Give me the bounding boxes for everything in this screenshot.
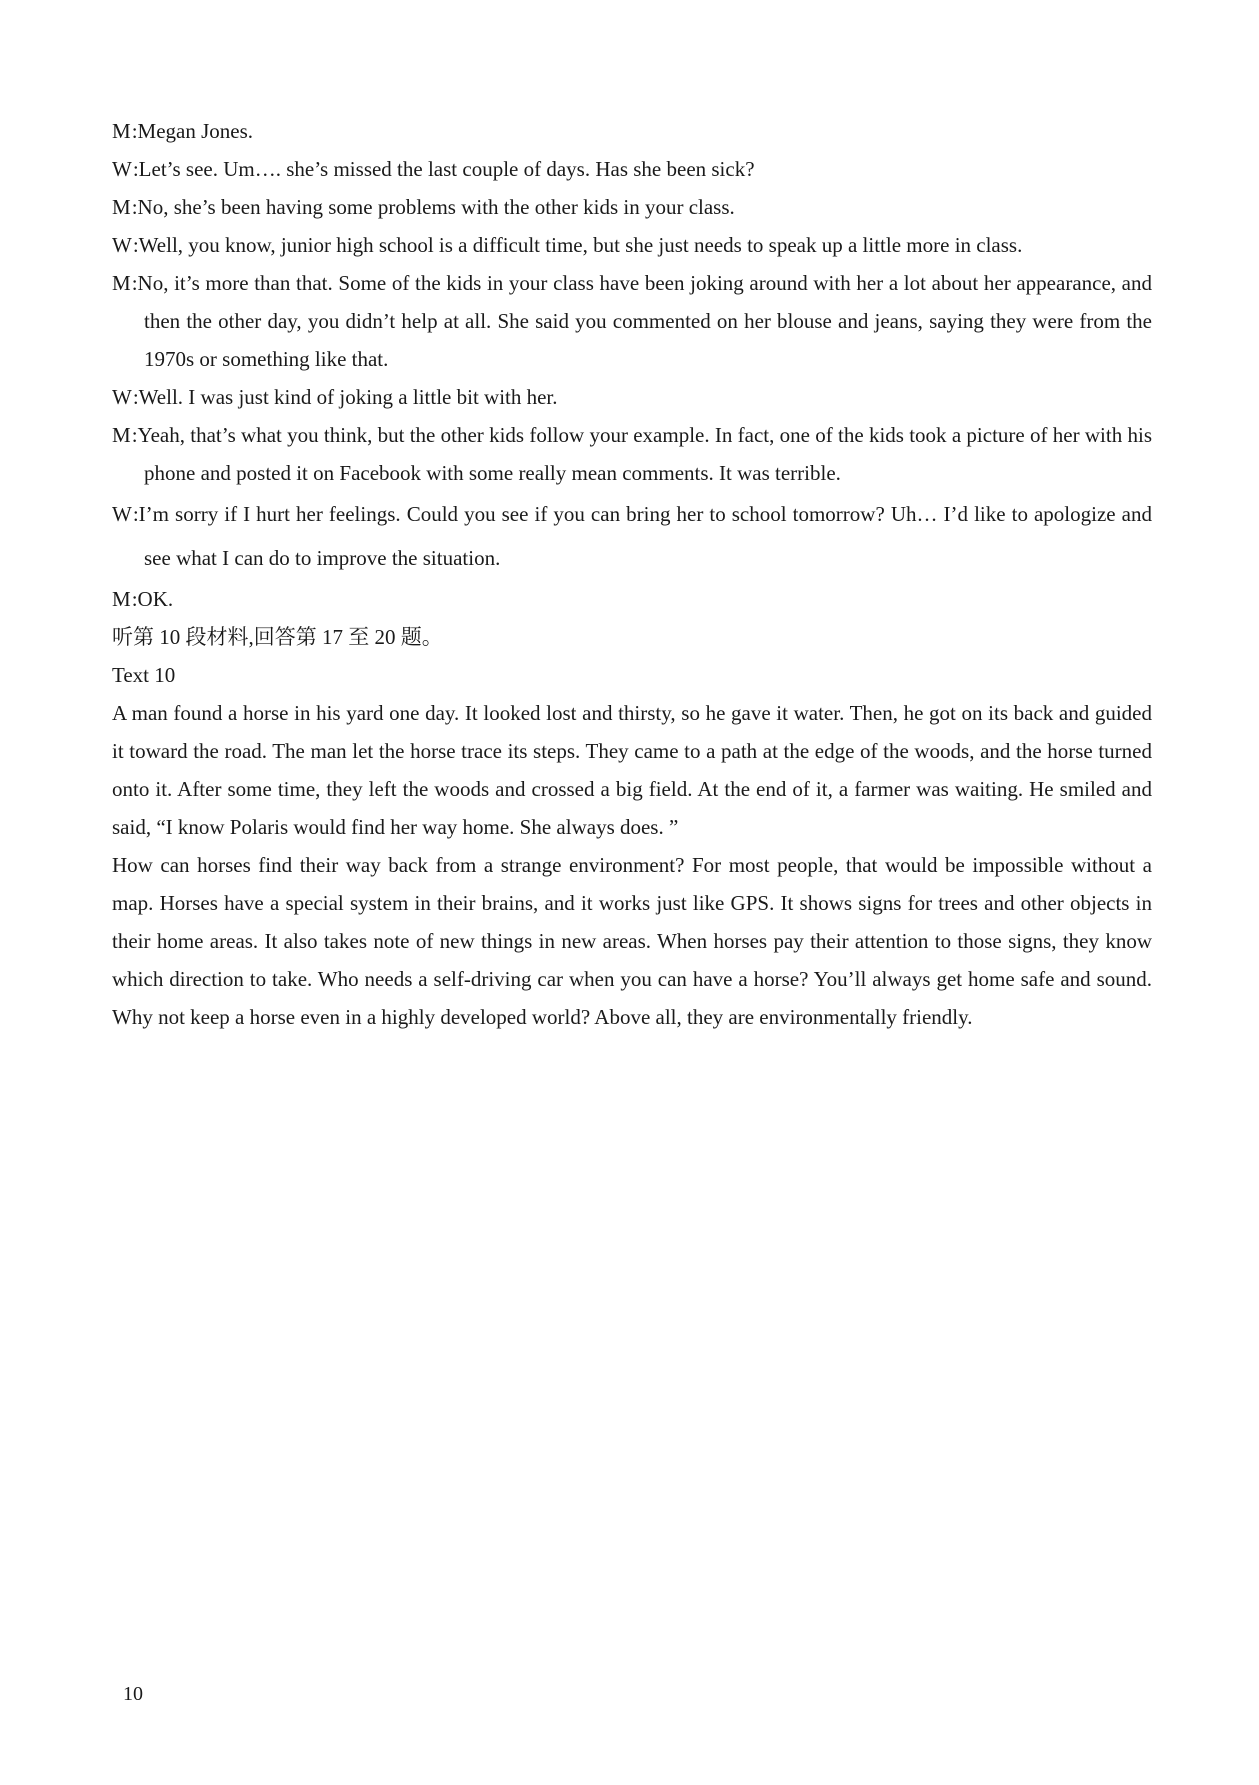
dialogue-line: M:Megan Jones. xyxy=(112,119,254,143)
dialogue-text: I’m sorry if I hurt her feelings. Could you see if you can bring her to school tomorrow? Uh… I’d like to apologize and see what I can do to improve the situation. xyxy=(138,502,1152,570)
document-body xyxy=(112,112,1152,1036)
dialogue-text: No, it’s more than that. Some of the kids in your class have been joking around with her a lot about her appearance, and then the other day, you didn’t help at all. She said you commented on her blouse and jeans, saying they were from the 1970s or something like that. xyxy=(137,271,1152,371)
dialogue-line: M:No, she’s been having some problems with the other kids in your class. xyxy=(112,195,735,219)
dialogue-text: OK. xyxy=(137,587,174,611)
dialogue-line: W:Let’s see. Um…. she’s missed the last couple of days. Has she been sick? xyxy=(112,157,755,181)
speaker-label: M xyxy=(112,423,132,447)
page-number: 10 xyxy=(123,1683,143,1705)
speaker-label: W xyxy=(112,233,133,257)
dialogue-text: No, she’s been having some problems with the other kids in your class. xyxy=(137,195,735,219)
dialogue-line: W:Well. I was just kind of joking a little bit with her. xyxy=(112,385,558,409)
dialogue-line: M:OK. xyxy=(112,587,174,611)
speaker-label: M xyxy=(112,119,132,143)
section-instruction: 听第 10 段材料,回答第 17 至 20 题。 xyxy=(112,625,443,649)
speaker-label: M xyxy=(112,587,132,611)
speaker-label: W xyxy=(112,385,133,409)
dialogue-text: Well. I was just kind of joking a little bit with her. xyxy=(138,385,558,409)
dialogue-line: M:No, it’s more than that. Some of the kids in your class have been joking around with her a lot about her appearance, and then the other day, you didn’t help at all. She said you commented on her blouse and jeans, saying they were from the 1970s or something like that. xyxy=(112,271,1152,371)
dialogue-text: Yeah, that’s what you think, but the other kids follow your example. In fact, one of the kids took a picture of her with his phone and posted it on Facebook with some really mean comments. It was terrible. xyxy=(137,423,1152,485)
dialogue-text: Megan Jones. xyxy=(137,119,254,143)
speaker-label: W xyxy=(112,157,133,181)
dialogue-text: Well, you know, junior high school is a difficult time, but she just needs to speak up a little more in class. xyxy=(138,233,1023,257)
dialogue-text: Let’s see. Um…. she’s missed the last couple of days. Has she been sick? xyxy=(138,157,755,181)
dialogue-line: M:Yeah, that’s what you think, but the other kids follow your example. In fact, one of the kids took a picture of her with his phone and posted it on Facebook with some really mean comments. It was terrible. xyxy=(112,423,1152,485)
passage-paragraph: A man found a horse in his yard one day. It looked lost and thirsty, so he gave it water. Then, he got on its back and guided it toward the road. The man let the horse trace its steps. They came to a path at the edge of the woods, and the horse turned onto it. After some time, they left the woods and crossed a big field. At the end of it, a farmer was waiting. He smiled and said, “I know Polaris would find her way home. She always does. ” xyxy=(112,701,1152,839)
speaker-label: M xyxy=(112,195,132,219)
dialogue-line: W:Well, you know, junior high school is a difficult time, but she just needs to speak up a little more in class. xyxy=(112,233,1023,257)
dialogue-line: W:I’m sorry if I hurt her feelings. Could you see if you can bring her to school tomorrow? Uh… I’d like to apologize and see what I can do to improve the situation. xyxy=(112,502,1152,570)
speaker-label: M xyxy=(112,271,132,295)
text-heading: Text 10 xyxy=(112,663,176,687)
passage-paragraph: How can horses find their way back from a strange environment? For most people, that would be impossible without a map. Horses have a special system in their brains, and it works just like GPS. It shows signs for trees and other objects in their home areas. It also takes note of new things in new areas. When horses pay their attention to those signs, they know which direction to take. Who needs a self-driving car when you can have a horse? You’ll always get home safe and sound. Why not keep a horse even in a highly developed world? Above all, they are environmentally friendly. xyxy=(112,853,1152,1029)
speaker-label: W xyxy=(112,502,133,526)
